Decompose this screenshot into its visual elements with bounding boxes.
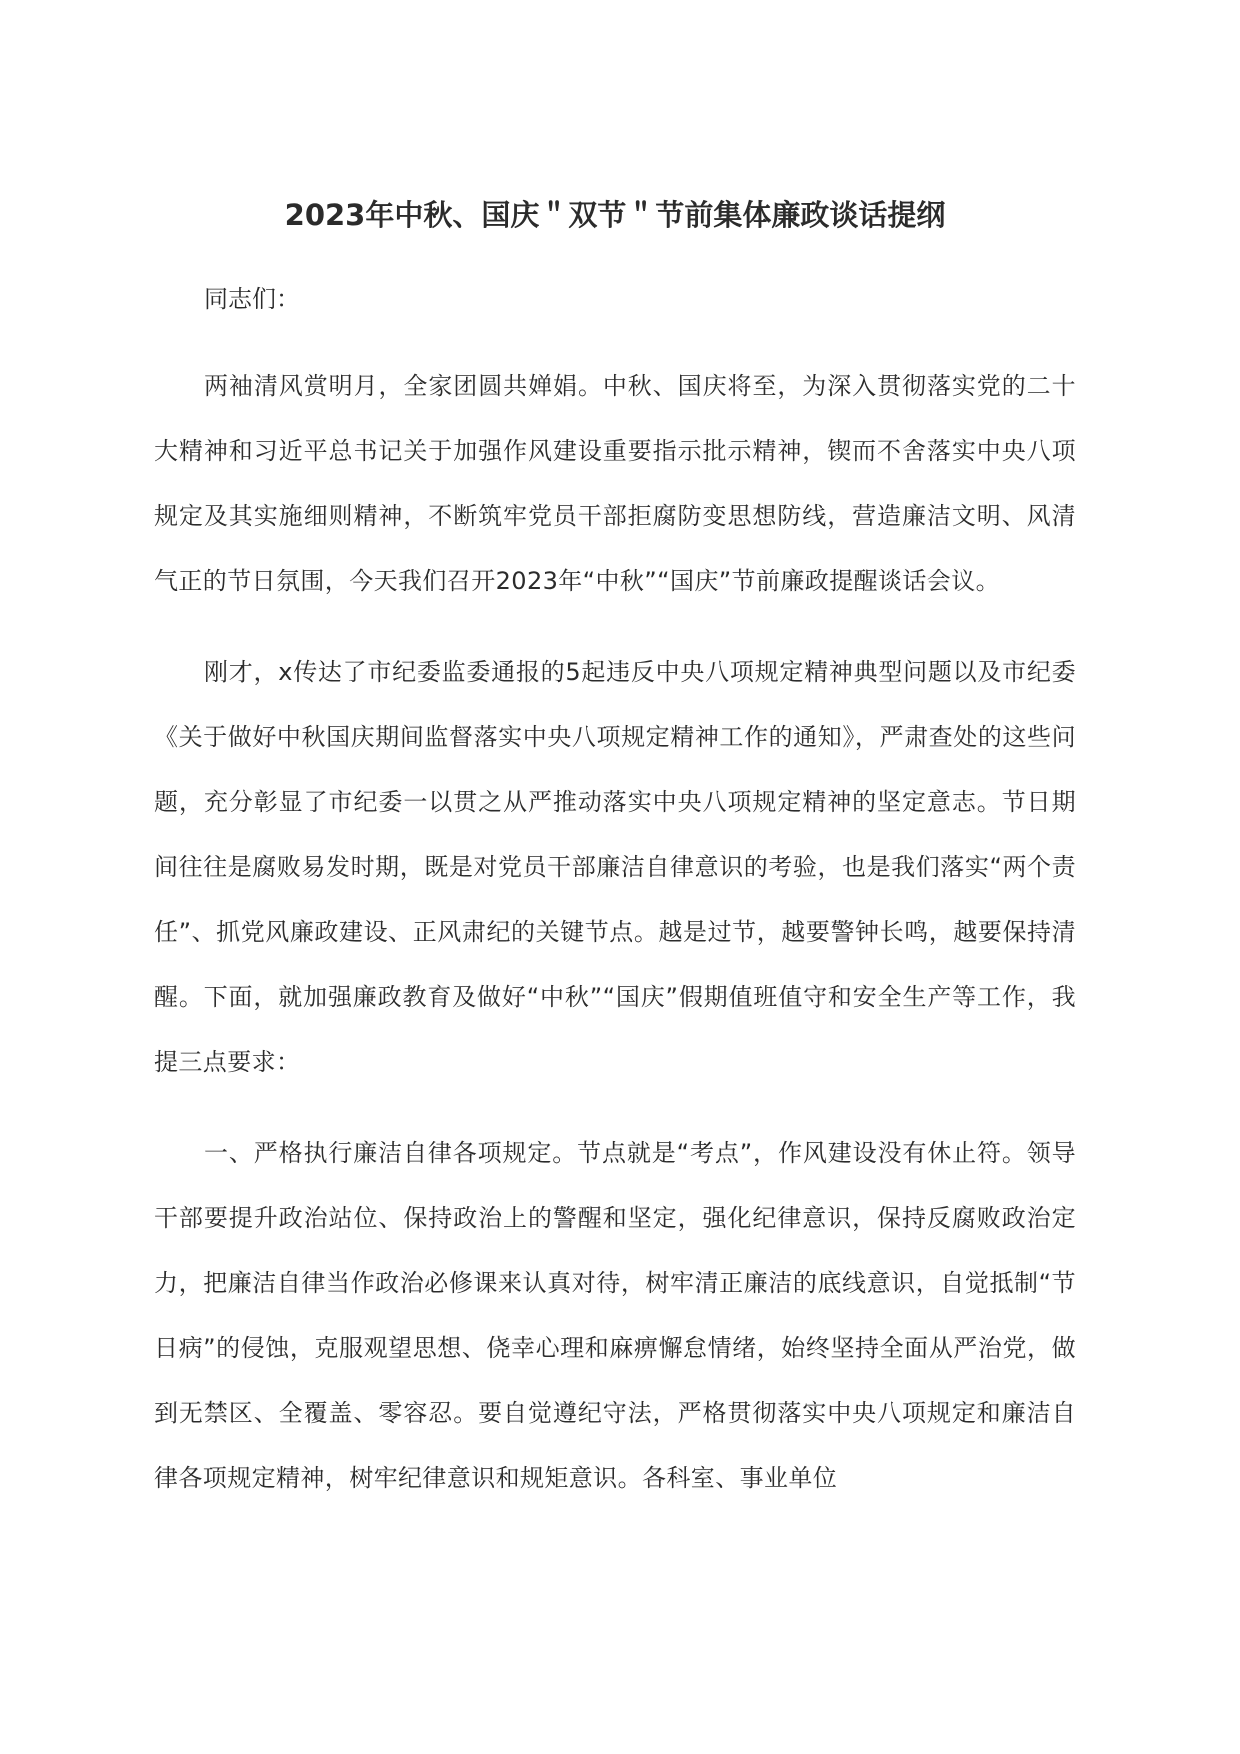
- document-body: [154, 190, 1076, 1511]
- salutation: 同志们：: [204, 285, 300, 313]
- paragraph-background: 刚才，x传达了市纪委监委通报的5起违反中央八项规定精神典型问题以及市纪委《关于做好中秋国庆期间监督落实中央八项规定精神工作的通知》，严肃查处的这些问题，充分彰显了市纪委一以贯之从严推动落实中央八项规定精神的坚定意志。节日期间往往是腐败易发时期，既是对党员干部廉洁自律意识的考验，也是我们落实“两个责任”、抓党风廉政建设、正风肃纪的关键节点。越是过节，越要警钟长鸣，越要保持清醒。下面，就加强廉政教育及做好“中秋”“国庆”假期值班值守和安全生产等工作，我提三点要求：: [154, 658, 1076, 1076]
- document-title: 2023年中秋、国庆＂双节＂节前集体廉政谈话提纲: [284, 198, 946, 232]
- paragraph-requirement-one: 一、严格执行廉洁自律各项规定。节点就是“考点”，作风建设没有休止符。领导干部要提升政治站位、保持政治上的警醒和坚定，强化纪律意识，保持反腐败政治定力，把廉洁自律当作政治必修课来认真对待，树牢清正廉洁的底线意识，自觉抵制“节日病”的侵蚀，克服观望思想、侥幸心理和麻痹懈怠情绪，始终坚持全面从严治党，做到无禁区、全覆盖、零容忍。要自觉遵纪守法，严格贯彻落实中央八项规定和廉洁自律各项规定精神，树牢纪律意识和规矩意识。各科室、事业单位: [154, 1139, 1076, 1492]
- paragraph-intro: 两袖清风赏明月，全家团圆共婵娟。中秋、国庆将至，为深入贯彻落实党的二十大精神和习近平总书记关于加强作风建设重要指示批示精神，锲而不舍落实中央八项规定及其实施细则精神，不断筑牢党员干部拒腐防变思想防线，营造廉洁文明、风清气正的节日氛围，今天我们召开2023年“中秋”“国庆”节前廉政提醒谈话会议。: [154, 372, 1076, 595]
